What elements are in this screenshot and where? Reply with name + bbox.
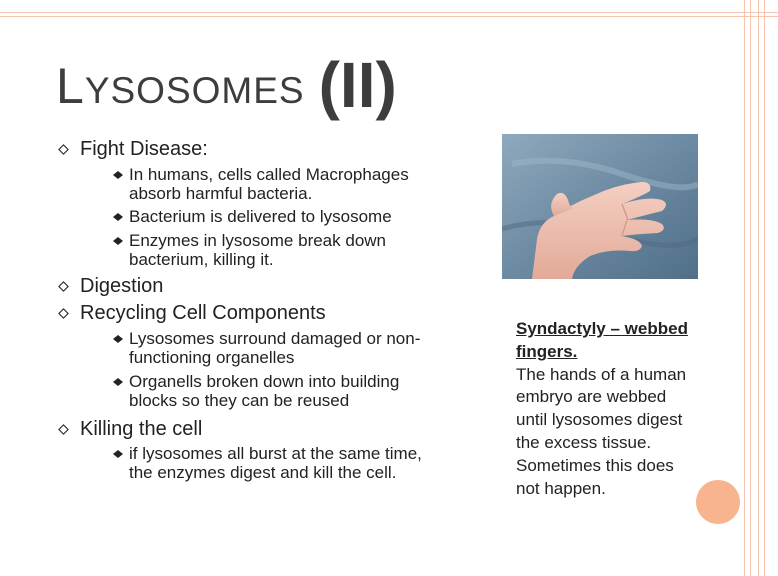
bullet-marker-icon <box>58 281 69 292</box>
title-roman-numeral: (II) <box>318 49 397 121</box>
sub-bullet-line: In humans, cells called Macrophages <box>129 165 409 184</box>
slide-title <box>56 48 397 122</box>
title-rest: YSOSOMES <box>84 70 305 111</box>
sub-bullet-line: Bacterium is delivered to lysosome <box>129 207 392 226</box>
photo-caption <box>516 318 726 500</box>
caption-body-line: embryo are webbed <box>516 387 667 407</box>
decor-vertical-line-2 <box>750 0 751 576</box>
sub-bullet-marker-icon <box>112 212 124 222</box>
sub-bullet-line: absorb harmful bacteria. <box>129 184 313 203</box>
sub-bullet-line: if lysosomes all burst at the same time, <box>129 444 422 463</box>
caption-body-line: not happen. <box>516 478 606 498</box>
webbed-hand-photo <box>502 134 698 279</box>
bullet-marker-icon <box>58 144 69 155</box>
sub-bullet-line: Organells broken down into building <box>129 372 400 391</box>
sub-bullet-line: functioning organelles <box>129 348 295 367</box>
sub-bullet-marker-icon <box>112 170 124 180</box>
sub-bullet-marker-icon <box>112 334 124 344</box>
sub-bullet-line: Lysosomes surround damaged or non- <box>129 329 421 348</box>
bullet-label: Killing the cell <box>80 418 203 440</box>
sub-bullet-marker-icon <box>112 236 124 246</box>
caption-body-line: Sometimes this does <box>516 455 674 475</box>
bullet-label: Recycling Cell Components <box>80 302 326 324</box>
decor-circle <box>696 480 740 524</box>
sub-bullet-line: Enzymes in lysosome break down <box>129 231 387 250</box>
decor-horizontal-line-2 <box>0 16 778 17</box>
bullet-label: Fight Disease: <box>80 138 208 160</box>
decor-vertical-line-4 <box>764 0 765 576</box>
sub-bullet-line: bacterium, killing it. <box>129 250 274 269</box>
decor-vertical-line-1 <box>744 0 745 576</box>
sub-bullet-marker-icon <box>112 449 124 459</box>
caption-body-line: until lysosomes digest <box>516 410 683 430</box>
caption-heading-line: fingers. <box>516 341 578 361</box>
caption-body-line: The hands of a human <box>516 364 687 384</box>
bullet-marker-icon <box>58 308 69 319</box>
sub-bullet-marker-icon <box>112 377 124 387</box>
decor-horizontal-line-1 <box>0 12 778 13</box>
caption-body-line: the excess tissue. <box>516 432 652 452</box>
caption-heading-line: Syndactyly – webbed <box>516 319 688 338</box>
bullet-marker-icon <box>58 424 69 435</box>
sub-bullet-line: the enzymes digest and kill the cell. <box>129 463 397 482</box>
hand-illustration <box>502 134 698 279</box>
sub-bullet-line: blocks so they can be reused <box>129 391 350 410</box>
decor-vertical-line-3 <box>758 0 759 576</box>
bullet-label: Digestion <box>80 275 164 297</box>
title-first-letter: L <box>56 58 85 114</box>
